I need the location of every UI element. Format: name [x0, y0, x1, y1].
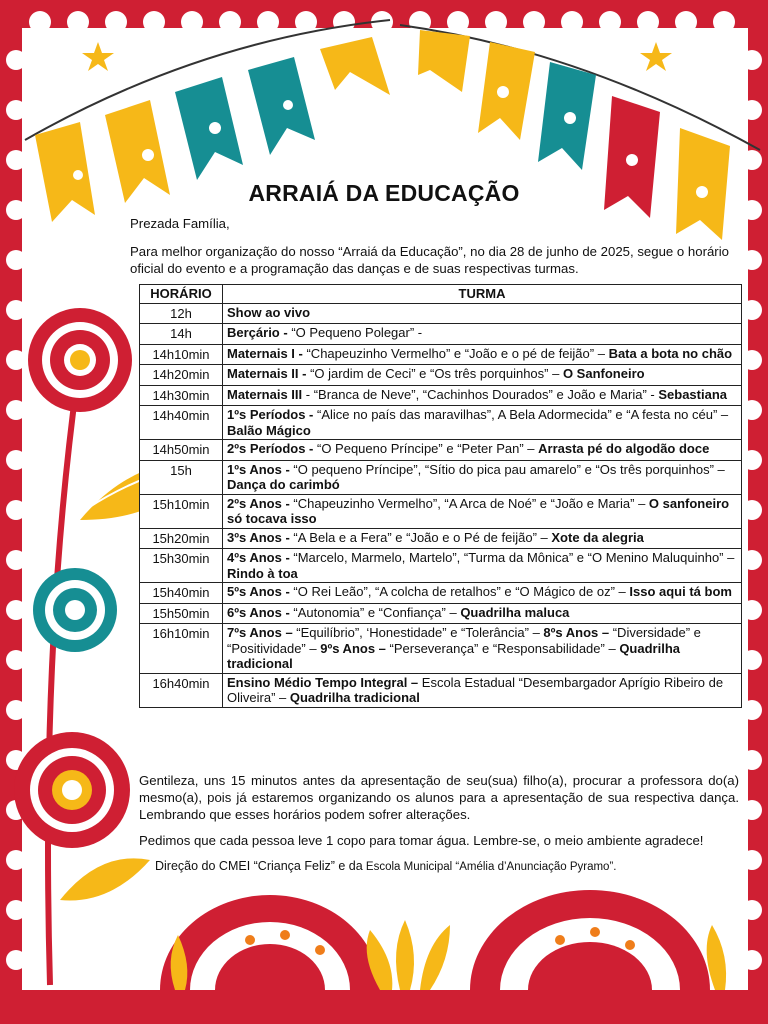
row-group: 1ºs Anos - — [227, 461, 290, 477]
row-group: 2ºs Períodos - — [227, 441, 314, 456]
row-time: 14h50min — [140, 440, 223, 461]
row-dance: Quadrilha tradicional — [227, 640, 680, 671]
row-group: 2ºs Anos - — [227, 495, 290, 511]
row-group: 4ºs Anos - — [227, 550, 290, 565]
page-title: ARRAIÁ DA EDUCAÇÃO — [248, 180, 520, 206]
table-row — [140, 324, 742, 345]
row-group: 7ºs Anos – — [227, 625, 293, 640]
greeting: Prezada Família, — [130, 216, 230, 231]
row-time: 15h50min — [140, 603, 223, 624]
row-class — [223, 460, 742, 494]
row-desc: “O jardim de Ceci” e “Os três porquinhos” – — [306, 366, 563, 381]
row-dance: Isso aqui tá bom — [629, 584, 732, 599]
row-time: 14h — [140, 324, 223, 345]
schedule-table — [139, 284, 742, 708]
table-header-row — [140, 285, 742, 304]
row-class — [223, 603, 742, 624]
schedule-body — [140, 303, 742, 707]
row-dance: Arrasta pé do algodão doce — [538, 441, 710, 456]
row-group: Maternais I - — [227, 345, 303, 361]
row-desc: “A Bela e a Fera” e “João e o Pé de feijão” – — [289, 529, 552, 545]
row-group: Maternais III — [227, 386, 303, 402]
table-row — [140, 624, 742, 674]
row-dance: Dança do carimbó — [227, 477, 340, 492]
row-class — [223, 324, 742, 345]
row-time: 14h10min — [140, 344, 223, 365]
row-group: 6ºs Anos - — [227, 604, 290, 620]
row-desc: “Chapeuzinho Vermelho”, “A Arca de Noé” e “João e Maria” – — [289, 495, 649, 511]
row-dance: Bata a bota no chão — [608, 345, 733, 361]
table-row — [140, 385, 742, 406]
row-dance: Sebastiana — [658, 386, 728, 402]
row-desc-2: “Diversidade” e “Positividade” – — [227, 625, 701, 656]
row-class — [223, 344, 742, 365]
row-desc: “O Pequeno Príncipe” e “Peter Pan” – — [313, 441, 539, 456]
row-dance: Xote da alegria — [551, 529, 644, 545]
table-row — [140, 344, 742, 365]
table-row — [140, 365, 742, 386]
row-time: 15h — [140, 460, 223, 494]
row-dance: Rindo à toa — [227, 565, 298, 581]
table-row — [140, 583, 742, 604]
row-class — [223, 673, 742, 707]
row-desc-3: “Perseverança” e “Responsabilidade” – — [385, 640, 620, 656]
header-time: HORÁRIO — [140, 285, 223, 304]
signature-main: Direção do CMEI “Criança Feliz” e da — [155, 859, 363, 873]
row-class — [223, 440, 742, 461]
row-time: 15h40min — [140, 583, 223, 604]
row-group-2: 8ºs Anos – — [543, 625, 610, 640]
table-row — [140, 603, 742, 624]
row-dance: Balão Mágico — [227, 422, 311, 438]
table-row — [140, 440, 742, 461]
row-class — [223, 624, 742, 674]
row-desc: “Chapeuzinho Vermelho” e “João e o pé de feijão” – — [302, 345, 609, 361]
table-row — [140, 549, 742, 583]
row-time: 14h20min — [140, 365, 223, 386]
table-row — [140, 406, 742, 440]
intro-paragraph: Para melhor organização do nosso “Arraiá da Educação”, no dia 28 de junho de 2025, segue o horário oficial do evento e a programação das danças e de suas respectivas turmas. — [130, 244, 729, 276]
cup-reminder: Pedimos que cada pessoa leve 1 copo para tomar água. Lembre-se, o meio ambiente agradece! — [139, 833, 704, 848]
row-dance: O Sanfoneiro — [562, 366, 645, 381]
row-class — [223, 365, 742, 386]
table-row — [140, 673, 742, 707]
row-group: Berçário - — [227, 325, 288, 340]
row-group: 3ºs Anos - — [227, 529, 290, 545]
row-group: Show ao vivo — [227, 304, 311, 320]
row-class — [223, 385, 742, 406]
row-time: 15h10min — [140, 494, 223, 528]
row-class — [223, 528, 742, 549]
row-group: 1ºs Períodos - — [227, 407, 314, 422]
row-class — [223, 303, 742, 324]
table-row — [140, 460, 742, 494]
row-group-3: 9ºs Anos – — [320, 640, 386, 656]
row-time: 15h20min — [140, 528, 223, 549]
row-desc: “O Pequeno Polegar” - — [287, 325, 423, 340]
row-desc: “Equilíbrio”, ‘Honestidade” e “Tolerância” – — [292, 625, 544, 640]
row-time: 16h40min — [140, 673, 223, 707]
row-time: 14h40min — [140, 406, 223, 440]
notice-paragraph: Gentileza, uns 15 minutos antes da apresentação de seu(sua) filho(a), procurar a professora do(a) mesmo(a), pois já estaremos organizando os alunos para a apresentação de sua respectiva dança. Lembrando que esses horários podem sofrer alterações. — [139, 773, 739, 822]
row-desc: “Alice no país das maravilhas”, A Bela Adormecida” e “A festa no céu” – — [313, 407, 729, 422]
row-class — [223, 549, 742, 583]
row-desc: “Marcelo, Marmelo, Martelo”, “Turma da Mônica” e “O Menino Maluquinho” – — [289, 550, 735, 565]
row-time: 12h — [140, 303, 223, 324]
row-desc: Escola Estadual “Desembargador Aprígio Ribeiro de Oliveira” – — [227, 674, 724, 705]
bottom-arches — [160, 890, 726, 990]
row-desc: - “Branca de Neve”, “Cachinhos Dourados” e João e Maria” - — [302, 386, 659, 402]
row-desc: “Autonomia” e “Confiança” – — [289, 604, 461, 620]
row-group: Ensino Médio Tempo Integral – — [227, 674, 419, 690]
row-time: 14h30min — [140, 385, 223, 406]
row-class — [223, 406, 742, 440]
signature-school: Escola Municipal “Amélia d’Anunciação Pyramo”. — [362, 861, 617, 873]
row-desc: “O pequeno Príncipe”, “Sítio do pica pau amarelo” e “Os três porquinhos” – — [289, 461, 725, 477]
row-dance: Quadrilha tradicional — [289, 690, 420, 705]
row-desc: “O Rei Leão”, “A colcha de retalhos” e “O Mágico de oz” – — [289, 584, 630, 599]
row-class — [223, 494, 742, 528]
row-time: 16h10min — [140, 624, 223, 674]
table-row — [140, 528, 742, 549]
row-class — [223, 583, 742, 604]
table-row — [140, 494, 742, 528]
table-row — [140, 303, 742, 324]
row-group: 5ºs Anos - — [227, 584, 290, 599]
signature — [155, 858, 755, 876]
row-dance: O sanfoneiro só tocava isso — [227, 495, 730, 526]
row-time: 15h30min — [140, 549, 223, 583]
header-class: TURMA — [223, 285, 742, 304]
row-dance: Quadrilha maluca — [460, 604, 570, 620]
row-group: Maternais II - — [227, 366, 307, 381]
